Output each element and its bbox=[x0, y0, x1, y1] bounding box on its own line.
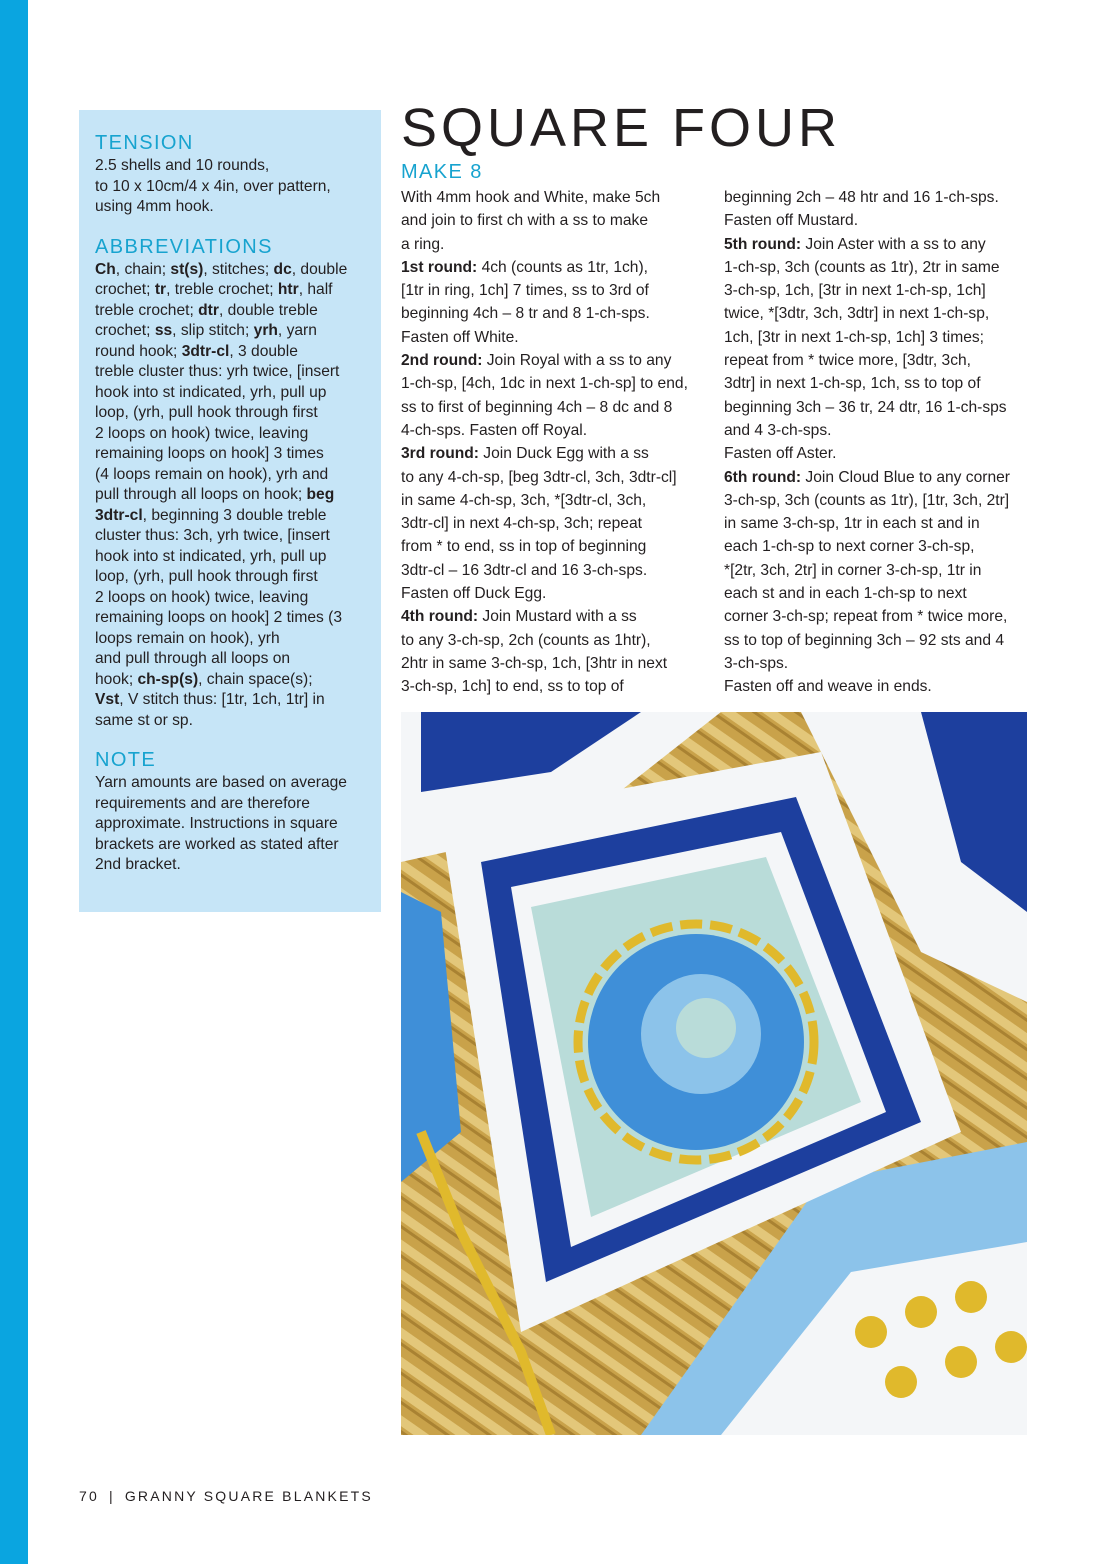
text-line: remaining loops on hook] 2 times (3 bbox=[95, 609, 343, 626]
bold-term: htr bbox=[277, 281, 299, 298]
tension-heading: TENSION bbox=[95, 132, 194, 154]
text-line: ss to first of beginning 4ch – 8 dc and 8 bbox=[401, 398, 673, 416]
publication-name: GRANNY SQUARE BLANKETS bbox=[124, 1488, 373, 1504]
text-line: 3-ch-sp, 1ch, [3tr in next 1-ch-sp, 1ch] bbox=[724, 282, 986, 300]
text-line: ss to top of beginning 3ch – 92 sts and 4 bbox=[724, 631, 1005, 649]
text-line: loops remain on hook), yrh bbox=[95, 629, 280, 647]
text-line: 3-ch-sps. bbox=[724, 654, 789, 672]
make-heading: MAKE 8 bbox=[401, 161, 483, 183]
bold-term: st(s) bbox=[170, 260, 204, 278]
text-line: to any 3-ch-sp, 2ch (counts as 1htr), bbox=[401, 631, 651, 649]
crochet-square-photo bbox=[401, 712, 1027, 1435]
text-line: repeat from * twice more, [3dtr, 3ch, bbox=[724, 352, 972, 370]
note-heading: NOTE bbox=[95, 749, 157, 771]
text-line: corner 3-ch-sp; repeat from * twice more, bbox=[724, 608, 1008, 626]
footer-separator: | bbox=[108, 1488, 115, 1504]
text-line: 2 loops on hook) twice, leaving bbox=[95, 424, 309, 442]
text-line: Fasten off White. bbox=[401, 328, 519, 346]
bold-term: ch-sp(s) bbox=[137, 670, 199, 688]
bold-term: tr bbox=[154, 281, 167, 298]
text-line: hook into st indicated, yrh, pull up bbox=[95, 547, 327, 565]
bold-term: 4th round: bbox=[401, 608, 479, 626]
text-line: 2htr in same 3-ch-sp, 1ch, [3htr in next bbox=[401, 654, 668, 672]
text-line: requirements and are therefore bbox=[95, 794, 310, 812]
text-line: loop, (yrh, pull hook through first bbox=[95, 568, 318, 585]
text-line: treble cluster thus: yrh twice, [insert bbox=[95, 363, 340, 380]
text-line: 2nd bracket. bbox=[95, 856, 181, 873]
text-line: twice, *[3dtr, 3ch, 3dtr] in next 1-ch-sp, bbox=[724, 305, 990, 323]
bold-term: 3dtr-cl bbox=[181, 342, 230, 360]
photo-illustration bbox=[401, 712, 1027, 1435]
text-line: 1ch, [3tr in next 1-ch-sp, 1ch] 3 times; bbox=[724, 328, 985, 346]
text-line: With 4mm hook and White, make 5ch bbox=[401, 189, 661, 206]
text-line: hook; ch-sp(s), chain space(s); bbox=[95, 670, 313, 688]
text-line: 1st round: 4ch (counts as 1tr, 1ch), bbox=[401, 258, 648, 276]
text-line: treble crochet; dtr, double treble bbox=[95, 301, 318, 319]
pattern-column-1 bbox=[401, 186, 713, 699]
text-line: 3rd round: Join Duck Egg with a ss bbox=[401, 445, 649, 463]
abbreviations-heading: ABBREVIATIONS bbox=[95, 235, 273, 258]
text-line: and 4 3-ch-sps. bbox=[724, 421, 832, 439]
text-line: remaining loops on hook] 3 times bbox=[95, 445, 324, 462]
text-line: loop, (yrh, pull hook through first bbox=[95, 404, 318, 421]
bold-term: 3dtr-cl bbox=[95, 506, 143, 524]
text-line: hook into st indicated, yrh, pull up bbox=[95, 383, 327, 401]
text-line: and pull through all loops on bbox=[95, 650, 291, 667]
text-line: Ch, chain; st(s), stitches; dc, double bbox=[95, 260, 348, 278]
tension-text bbox=[95, 156, 365, 218]
text-line: each 1-ch-sp to next corner 3-ch-sp, bbox=[724, 538, 975, 556]
bold-term: 1st round: bbox=[401, 258, 478, 276]
bold-term: yrh bbox=[253, 322, 278, 339]
bold-term: 3rd round: bbox=[401, 445, 479, 463]
text-line: *[2tr, 3ch, 2tr] in corner 3-ch-sp, 1tr in bbox=[724, 561, 982, 579]
text-line: 1-ch-sp, 3ch (counts as 1tr), 2tr in same bbox=[724, 258, 1000, 276]
text-line: Yarn amounts are based on average bbox=[95, 774, 347, 791]
page-title: SQUARE FOUR bbox=[401, 98, 842, 158]
text-line: and join to first ch with a ss to make bbox=[401, 212, 649, 230]
text-line: (4 loops remain on hook), yrh and bbox=[95, 465, 329, 483]
text-line: beginning 2ch – 48 htr and 16 1-ch-sps. bbox=[724, 189, 999, 206]
bold-term: Vst bbox=[95, 691, 120, 708]
page-edge-bar bbox=[0, 0, 28, 1564]
text-line: Vst, V stitch thus: [1tr, 1ch, 1tr] in bbox=[95, 691, 325, 708]
bold-term: 5th round: bbox=[724, 235, 802, 253]
text-line: to any 4-ch-sp, [beg 3dtr-cl, 3ch, 3dtr-cl] bbox=[401, 468, 677, 486]
text-line: 5th round: Join Aster with a ss to any bbox=[724, 235, 986, 253]
text-line: Fasten off Mustard. bbox=[724, 212, 859, 230]
text-line: round hook; 3dtr-cl, 3 double bbox=[95, 342, 298, 360]
text-line: 3-ch-sp, 1ch] to end, ss to top of bbox=[401, 678, 624, 696]
text-line: [1tr in ring, 1ch] 7 times, ss to 3rd of bbox=[401, 282, 649, 300]
info-sidebar bbox=[79, 110, 381, 912]
text-line: 3dtr-cl – 16 3dtr-cl and 16 3-ch-sps. bbox=[401, 561, 648, 579]
text-line: 2.5 shells and 10 rounds, bbox=[95, 157, 270, 174]
text-line: using 4mm hook. bbox=[95, 198, 214, 215]
abbreviations-text bbox=[95, 260, 365, 732]
bold-term: Ch bbox=[95, 260, 116, 278]
text-line: 3dtr-cl, beginning 3 double treble bbox=[95, 506, 327, 524]
text-line: a ring. bbox=[401, 235, 445, 253]
bold-term: ss bbox=[154, 322, 173, 339]
text-line: in same 3-ch-sp, 1tr in each st and in bbox=[724, 515, 980, 533]
pattern-column-2 bbox=[724, 186, 1036, 699]
text-line: pull through all loops on hook; beg bbox=[95, 486, 335, 503]
text-line: 2 loops on hook) twice, leaving bbox=[95, 588, 309, 606]
text-line: crochet; tr, treble crochet; htr, half bbox=[95, 281, 333, 298]
bold-term: 2nd round: bbox=[401, 352, 483, 370]
text-line: brackets are worked as stated after bbox=[95, 835, 339, 853]
text-line: from * to end, ss in top of beginning bbox=[401, 538, 647, 556]
text-line: beginning 4ch – 8 tr and 8 1-ch-sps. bbox=[401, 305, 650, 323]
text-line: 4th round: Join Mustard with a ss bbox=[401, 608, 637, 626]
text-line: cluster thus: 3ch, yrh twice, [insert bbox=[95, 527, 330, 544]
text-line: 2nd round: Join Royal with a ss to any bbox=[401, 352, 672, 370]
text-line: approximate. Instructions in square bbox=[95, 815, 338, 832]
bold-term: 6th round: bbox=[724, 468, 802, 486]
text-line: 3-ch-sp, 3ch (counts as 1tr), [1tr, 3ch, 2tr] bbox=[724, 491, 1010, 509]
bold-term: beg bbox=[306, 486, 335, 503]
text-line: Fasten off Aster. bbox=[724, 445, 837, 463]
text-line: 4-ch-sps. Fasten off Royal. bbox=[401, 421, 588, 439]
page-number: 70 bbox=[79, 1488, 99, 1504]
text-line: 6th round: Join Cloud Blue to any corner bbox=[724, 468, 1010, 486]
square-centre bbox=[676, 998, 736, 1058]
text-line: beginning 3ch – 36 tr, 24 dtr, 16 1-ch-sps bbox=[724, 398, 1007, 416]
text-line: 1-ch-sp, [4ch, 1dc in next 1-ch-sp] to end, bbox=[401, 375, 688, 393]
text-line: each st and in each 1-ch-sp to next bbox=[724, 585, 967, 603]
bold-term: dtr bbox=[198, 301, 219, 319]
text-line: same st or sp. bbox=[95, 711, 193, 729]
bold-term: dc bbox=[273, 260, 292, 278]
text-line: 3dtr] in next 1-ch-sp, 1ch, ss to top of bbox=[724, 375, 981, 393]
text-line: Fasten off Duck Egg. bbox=[401, 585, 547, 603]
text-line: to 10 x 10cm/4 x 4in, over pattern, bbox=[95, 177, 331, 195]
text-line: Fasten off and weave in ends. bbox=[724, 678, 932, 696]
text-line: in same 4-ch-sp, 3ch, *[3dtr-cl, 3ch, bbox=[401, 491, 647, 509]
text-line: crochet; ss, slip stitch; yrh, yarn bbox=[95, 322, 317, 339]
text-line: 3dtr-cl] in next 4-ch-sp, 3ch; repeat bbox=[401, 515, 642, 533]
page-footer bbox=[79, 1488, 373, 1504]
note-text bbox=[95, 773, 365, 876]
